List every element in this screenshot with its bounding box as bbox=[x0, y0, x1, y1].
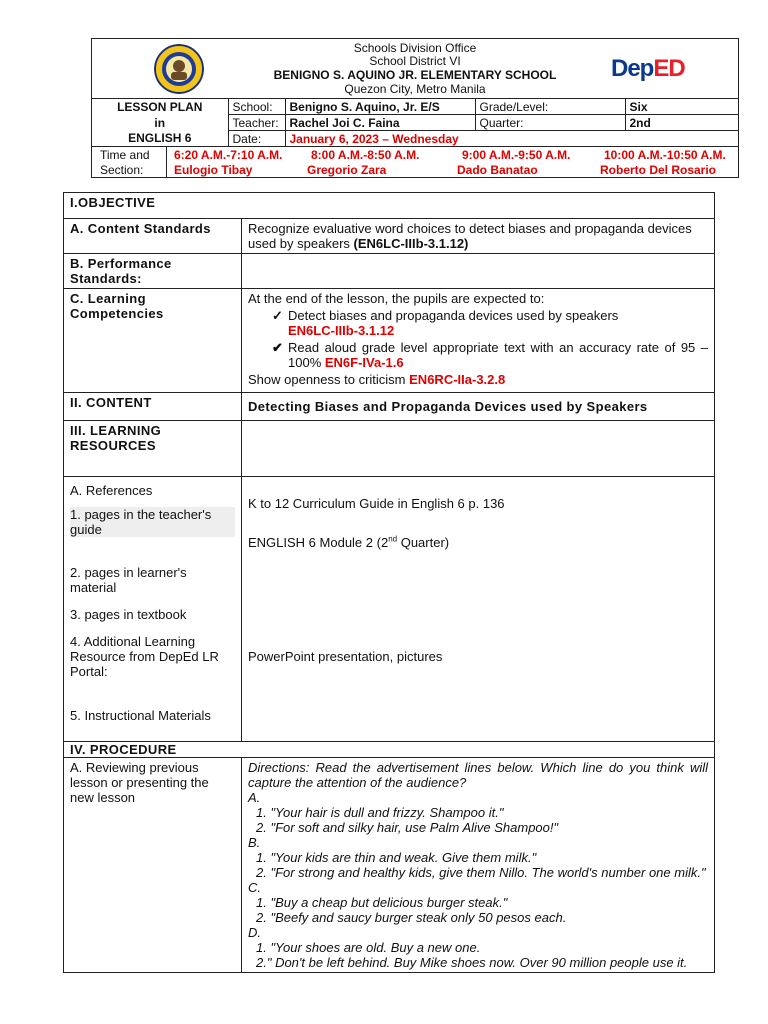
competency-item-2 bbox=[248, 340, 708, 370]
grade-value: Six bbox=[625, 99, 738, 115]
learners-material-label: 2. pages in learner's material bbox=[70, 565, 187, 595]
additional-resource-value: PowerPoint presentation, pictures bbox=[248, 649, 443, 664]
content-standards-cell bbox=[242, 219, 715, 254]
school-location: Quezon City, Metro Manila bbox=[344, 82, 486, 96]
group-b-letter: B. bbox=[248, 835, 261, 850]
time-section-row bbox=[92, 146, 738, 177]
group-a-letter: A. bbox=[248, 790, 261, 805]
performance-label-line-1: B. Performance bbox=[70, 256, 172, 271]
quarter-value: 2nd bbox=[625, 115, 738, 131]
teachers-guide-value: K to 12 Curriculum Guide in English 6 p. 136 bbox=[248, 496, 505, 511]
content-heading: II. CONTENT bbox=[64, 393, 242, 421]
competency-2-code: EN6F-IVa-1.6 bbox=[324, 355, 404, 370]
directions-text: Directions: Read the advertisement lines below. Which line do you think will capture the attention of the audience? bbox=[248, 760, 708, 790]
group-d-letter: D. bbox=[248, 925, 261, 940]
slot-section-1: Eulogio Tibay bbox=[174, 163, 253, 177]
lesson-plan-table bbox=[63, 192, 715, 973]
openness-text: Show openness to criticism bbox=[248, 372, 406, 387]
school-label: School: bbox=[228, 99, 285, 115]
grade-label: Grade/Level: bbox=[475, 99, 625, 115]
review-lesson-label: A. Reviewing previous lesson or presenting the new lesson bbox=[64, 758, 242, 973]
group-c-line-2: 2. "Beefy and saucy burger steak only 50 pesos each. bbox=[256, 910, 567, 925]
references-cell bbox=[64, 477, 242, 742]
slot-section-4: Roberto Del Rosario bbox=[600, 163, 717, 177]
content-text: Detecting Biases and Propaganda Devices used by Speakers bbox=[242, 393, 715, 421]
check-icon: ✓ bbox=[272, 308, 283, 323]
lesson-info-table bbox=[92, 98, 738, 147]
division-office: Schools Division Office bbox=[353, 41, 477, 55]
group-d-line-2: 2." Don't be left behind. Buy Mike shoes now. Over 90 million people use it. bbox=[256, 955, 688, 970]
competencies-label-line-1: C. Learning bbox=[70, 291, 146, 306]
competency-1-text: Detect biases and propaganda devices used by speakers bbox=[288, 308, 619, 323]
slot-section-3: Dado Banatao bbox=[457, 163, 538, 177]
lesson-plan-title-1: LESSON PLAN bbox=[92, 99, 228, 115]
learners-material-value bbox=[248, 535, 708, 550]
content-standards-code: (EN6LC-IIIb-3.1.12) bbox=[353, 236, 469, 251]
group-c-letter: C. bbox=[248, 880, 261, 895]
openness-line bbox=[248, 372, 708, 387]
objective-heading: I.OBJECTIVE bbox=[64, 193, 715, 219]
school-name: BENIGNO S. AQUINO JR. ELEMENTARY SCHOOL bbox=[273, 68, 557, 82]
date-label: Date: bbox=[228, 131, 285, 147]
competencies-intro: At the end of the lesson, the pupils are expected to: bbox=[248, 291, 545, 306]
header-box bbox=[91, 38, 739, 178]
competency-1-code: EN6LC-IIIb-3.1.12 bbox=[288, 323, 395, 338]
group-d-line-1: 1. "Your shoes are old. Buy a new one. bbox=[256, 940, 481, 955]
performance-standards-label bbox=[64, 254, 242, 289]
performance-label-line-2: Standards: bbox=[70, 271, 142, 286]
learners-material-value-main: ENGLISH 6 Module 2 (2 bbox=[248, 535, 389, 550]
group-b-line-1: 1. "Your kids are thin and weak. Give them milk." bbox=[256, 850, 537, 865]
learning-resources-heading bbox=[64, 421, 242, 477]
competency-2-text: Read aloud grade level appropriate text with an accuracy rate of 95 – 100% bbox=[288, 340, 708, 370]
references-values-cell bbox=[242, 477, 715, 742]
school-value: Benigno S. Aquino, Jr. E/S bbox=[285, 99, 475, 115]
deped-logo-dep: Dep bbox=[611, 55, 654, 82]
slot-section-2: Gregorio Zara bbox=[307, 163, 387, 177]
resources-heading-line-2: RESOURCES bbox=[70, 438, 156, 453]
additional-resource-label: 4. Additional Learning Resource from DepEd LR Portal: bbox=[70, 634, 219, 679]
time-label: Time and bbox=[100, 148, 150, 162]
teacher-label: Teacher: bbox=[228, 115, 285, 131]
learning-competencies-label bbox=[64, 289, 242, 393]
learners-material-value-end: Quarter) bbox=[397, 535, 450, 550]
lesson-plan-title-3: ENGLISH 6 bbox=[92, 131, 228, 147]
deped-logo-ed: ED bbox=[653, 55, 685, 82]
references-label: A. References bbox=[70, 483, 153, 498]
performance-standards-value bbox=[242, 254, 715, 289]
content-standards-text: Recognize evaluative word choices to detect biases and propaganda devices used by speakers bbox=[248, 221, 692, 251]
lesson-plan-title-2: in bbox=[92, 115, 228, 131]
teachers-guide-label: 1. pages in the teacher's guide bbox=[70, 507, 235, 537]
deped-logo bbox=[611, 53, 691, 83]
slot-time-3: 9:00 A.M.-9:50 A.M. bbox=[462, 148, 571, 162]
instructional-materials-label: 5. Instructional Materials bbox=[70, 708, 211, 723]
learning-competencies-cell bbox=[242, 289, 715, 393]
slot-time-2: 8:00 A.M.-8:50 A.M. bbox=[311, 148, 420, 162]
check-icon: ✔ bbox=[272, 340, 283, 355]
group-b-line-2: 2. "For strong and healthy kids, give them Nillo. The world's number one milk." bbox=[256, 865, 706, 880]
slot-time-4: 10:00 A.M.-10:50 A.M. bbox=[604, 148, 726, 162]
group-a-line-2: 2. "For soft and silky hair, use Palm Alive Shampoo!" bbox=[256, 820, 559, 835]
textbook-label: 3. pages in textbook bbox=[70, 607, 187, 622]
group-c-line-1: 1. "Buy a cheap but delicious burger steak." bbox=[256, 895, 508, 910]
content-standards-label: A. Content Standards bbox=[64, 219, 242, 254]
slot-time-1: 6:20 A.M.-7:10 A.M. bbox=[174, 148, 283, 162]
competencies-label-line-2: Competencies bbox=[70, 306, 164, 321]
teacher-value: Rachel Joi C. Faina bbox=[285, 115, 475, 131]
date-value: January 6, 2023 – Wednesday bbox=[285, 131, 738, 147]
section-label: Section: bbox=[100, 163, 144, 177]
learning-resources-value bbox=[242, 421, 715, 477]
learners-material-value-sup: nd bbox=[388, 534, 398, 544]
review-lesson-cell bbox=[242, 758, 715, 973]
competency-item-1 bbox=[248, 308, 708, 338]
procedure-heading: IV. PROCEDURE bbox=[64, 742, 715, 758]
group-a-line-1: 1. "Your hair is dull and frizzy. Shampoo it." bbox=[256, 805, 504, 820]
openness-code: EN6RC-IIa-3.2.8 bbox=[409, 372, 506, 387]
quarter-label: Quarter: bbox=[475, 115, 625, 131]
school-district: School District VI bbox=[369, 54, 461, 68]
resources-heading-line-1: III. LEARNING bbox=[70, 423, 162, 438]
school-header bbox=[92, 39, 738, 99]
